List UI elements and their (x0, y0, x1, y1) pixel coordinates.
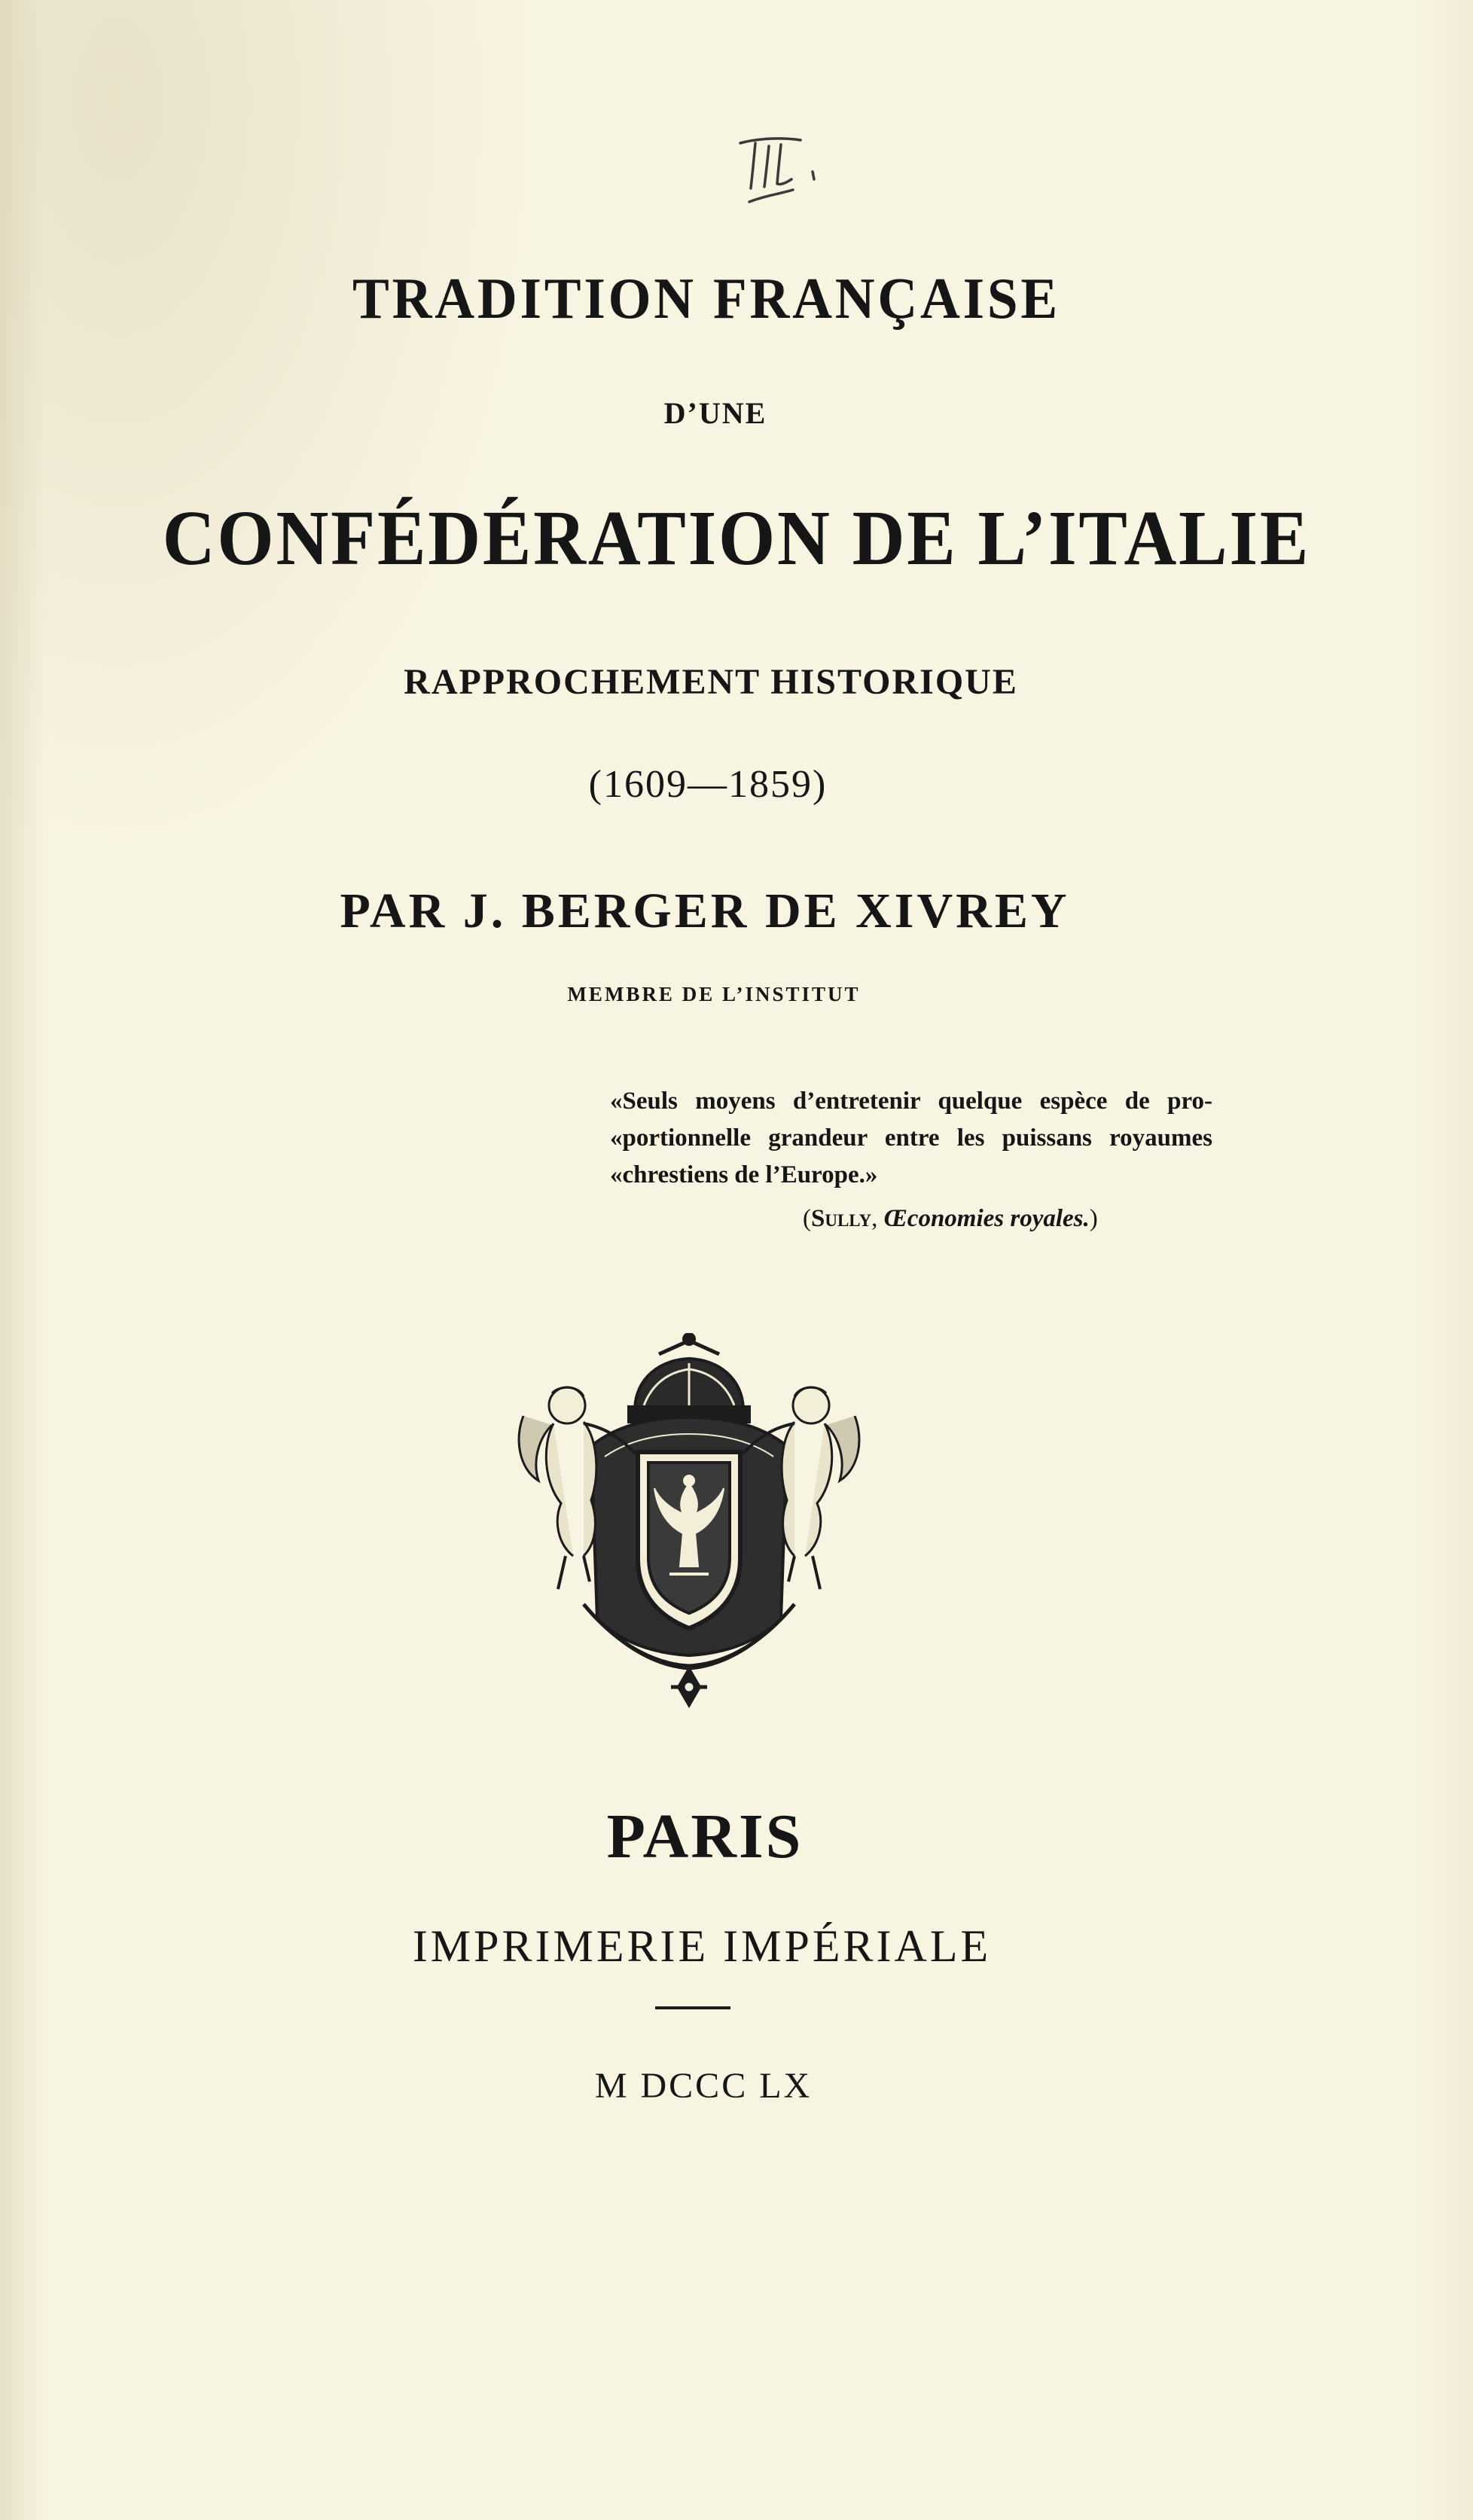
epigraph-work: Œconomies royales. (883, 1205, 1090, 1232)
imperial-arms-emblem-icon (508, 1333, 870, 1710)
publisher: IMPRIMERIE IMPÉRIALE (412, 1921, 992, 1971)
subtitle: RAPPROCHEMENT HISTORIQUE (404, 662, 1018, 702)
epigraph-line: «Seuls moyens d’entretenir quelque espèce de pro- (610, 1088, 1212, 1115)
title-line-2: D’UNE (663, 396, 767, 430)
author: PAR J. BERGER DE XIVREY (340, 883, 1070, 938)
dates: (1609—1859) (588, 763, 828, 806)
author-title: MEMBRE DE L’INSTITUT (567, 983, 861, 1005)
handwritten-shelf-mark (734, 130, 832, 212)
publication-year: M DCCC LX (594, 2066, 813, 2106)
epigraph-author: Sully (811, 1205, 872, 1232)
epigraph-line: «chrestiens de l’Europe.» (610, 1161, 878, 1188)
main-title: CONFÉDÉRATION DE L’ITALIE (162, 495, 1311, 581)
epigraph (610, 1083, 1212, 1194)
title-line-1: TRADITION FRANÇAISE (352, 266, 1060, 331)
epigraph-attribution: (Sully, Œconomies royales.) (803, 1205, 1098, 1232)
epigraph-line: «portionnelle grandeur entre les puissans royaumes (610, 1124, 1212, 1152)
publication-place: PARIS (606, 1802, 804, 1872)
divider-rule (655, 2006, 730, 2009)
